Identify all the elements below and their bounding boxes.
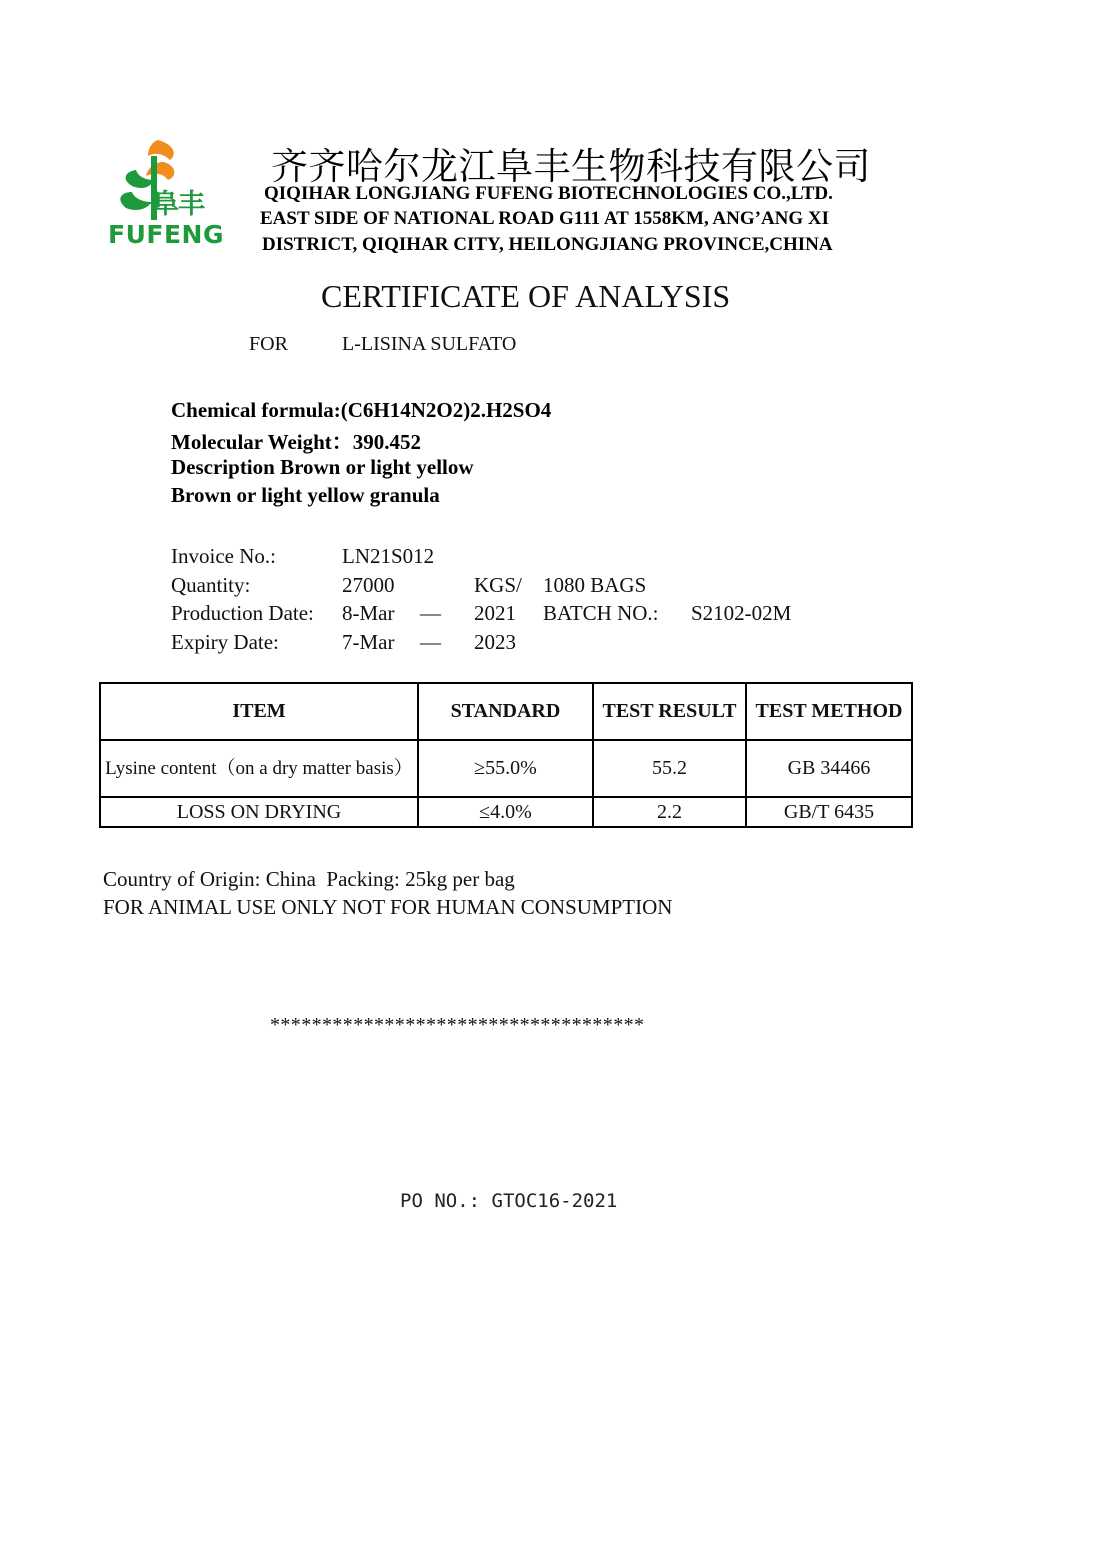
- table-row: [100, 797, 912, 827]
- usage-notice: FOR ANIMAL USE ONLY NOT FOR HUMAN CONSUMPTION: [103, 895, 673, 919]
- header-test-method: TEST METHOD: [746, 683, 912, 740]
- origin-packing-line: Country of Origin: China Packing: 25kg per bag: [103, 867, 515, 891]
- quantity-value: 27000: [342, 573, 395, 597]
- cell-test-result: 55.2: [593, 740, 746, 797]
- company-name-english: QIQIHAR LONGJIANG FUFENG BIOTECHNOLOGIES CO.,LTD.: [264, 183, 833, 204]
- document-title: CERTIFICATE OF ANALYSIS: [321, 278, 731, 314]
- table-row: [100, 740, 912, 797]
- header-test-result: TEST RESULT: [593, 683, 746, 740]
- cell-test-method: GB 34466: [746, 740, 912, 797]
- invoice-value: LN21S012: [342, 544, 435, 568]
- invoice-label: Invoice No.:: [171, 544, 276, 568]
- company-logo: [104, 132, 234, 252]
- description-line-2: Brown or light yellow granula: [171, 483, 440, 507]
- company-address-line-1: EAST SIDE OF NATIONAL ROAD G111 AT 1558KM, ANG’ANG XI: [260, 208, 830, 229]
- cell-item: LOSS ON DRYING: [100, 797, 418, 827]
- description-line-1: Description Brown or light yellow: [171, 455, 474, 479]
- production-date-year: 2021: [474, 601, 516, 625]
- expiry-date-day: 7-Mar: [342, 630, 395, 654]
- expiry-date-label: Expiry Date:: [171, 630, 279, 654]
- bag-count: 1080 BAGS: [543, 573, 647, 597]
- po-number: PO NO.: GTOC16-2021: [400, 1190, 618, 1212]
- product-name: L-LISINA SULFATO: [342, 333, 517, 355]
- expiry-date-year: 2023: [474, 630, 516, 654]
- logo-english-text: FUFENG: [108, 220, 224, 249]
- chemical-formula: Chemical formula:(C6H14N2O2)2.H2SO4: [171, 398, 552, 422]
- expiry-date-dash: —: [420, 630, 441, 654]
- company-address-line-2: DISTRICT, QIQIHAR CITY, HEILONGJIANG PROVINCE,CHINA: [262, 234, 833, 255]
- analysis-table: [99, 682, 913, 828]
- production-date-label: Production Date:: [171, 601, 314, 625]
- end-marker: ************************************: [270, 1014, 645, 1036]
- company-name-chinese: 齐齐哈尔龙江阜丰生物科技有限公司: [271, 145, 871, 188]
- header-item: ITEM: [100, 683, 418, 740]
- production-date-dash: —: [420, 601, 441, 625]
- cell-standard: ≥55.0%: [418, 740, 593, 797]
- molecular-weight: Molecular Weight：390.452: [171, 430, 422, 454]
- production-date-day: 8-Mar: [342, 601, 395, 625]
- for-label: FOR: [249, 333, 288, 355]
- quantity-label: Quantity:: [171, 573, 251, 597]
- batch-value: S2102-02M: [691, 601, 792, 625]
- cell-test-result: 2.2: [593, 797, 746, 827]
- header-standard: STANDARD: [418, 683, 593, 740]
- table-header-row: [100, 683, 912, 740]
- cell-standard: ≤4.0%: [418, 797, 593, 827]
- logo-chinese-text: 阜丰: [152, 189, 204, 220]
- batch-label: BATCH NO.:: [543, 601, 659, 625]
- quantity-unit: KGS/: [474, 573, 522, 597]
- cell-test-method: GB/T 6435: [746, 797, 912, 827]
- cell-item: Lysine content（on a dry matter basis）: [100, 740, 418, 797]
